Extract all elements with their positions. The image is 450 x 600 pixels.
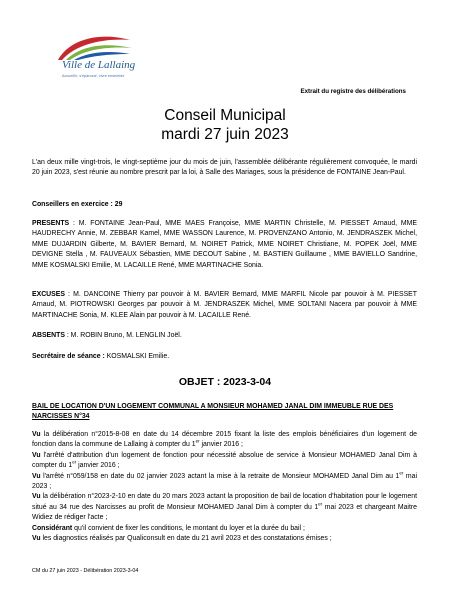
presents-paragraph — [32, 219, 417, 271]
conseillers-count: Conseillers en exercice : 29 — [32, 201, 123, 208]
bail-title: BAIL DE LOCATION D'UN LOGEMENT COMMUNAL A MONSIEUR MOHAMED JANAL DIM IMMEUBLE RUE DES NARCISSES N°34 — [32, 403, 394, 421]
secretaire-name: KOSMALSKI Emilie. — [104, 353, 170, 360]
logo-name: Ville de Lallaing — [62, 59, 136, 71]
secretaire-paragraph — [32, 352, 417, 362]
presents-list: : M. FONTAINE Jean-Paul, MME MAES Françoise, MME MARTIN Christelle, M. PIESSET Arnaud, MME HAUDRECHY Annie, M. ZEBBAR Kamel, MME WASSON Laurence, M. PROVENZANO Antonio, M. JENDRASZEK Michel, MME DUJARDIN Gilberte, M. BAVIER Bernard, M. NOIRET Patrick, MME NOIRET Christiane, M. POPEK Joël, MME DEVIGNE Stella , M. FAUVEAUX Sébastien, MME DECOUT Sabine , M. BASTIEN Guillaume , MME BAVIELLO Sandrine, MME KOSMALSKI Emilie, M. LACAILLE René, MME MARTINACHE Sonia. — [32, 220, 417, 269]
absents-label: ABSENTS — [32, 332, 65, 339]
absents-paragraph — [32, 331, 417, 341]
considerant-item: Vu l'arrêté n°059/158 en date du 02 janvier 2023 actant la mise à la retraite de Monsieur MOHAMED Janal Dim au 1er mai 2023 ; — [32, 470, 417, 491]
considerant-item: Vu l'arrêté d'attribution d'un logement de fonction pour nécessité absolue de service à Monsieur MOHAMED Janal Dim à compter du 1er janvier 2016 ; — [32, 451, 417, 470]
logo-tagline: Accueillir, s'épanouir, vivre ensemble — [62, 74, 125, 78]
page-footer: CM du 27 juin 2023 - Délibération 2023-3-04 — [32, 568, 139, 574]
intro-paragraph: L'an deux mille vingt-trois, le vingt-septième jour du mois de juin, l'assemblée délibérante régulièrement convoquée, le mardi 20 juin 2023, s'est réunie au nombre prescrit par la loi, à Salle des Mariages, sous la présidence de FONTAINE Jean-Paul. — [32, 159, 417, 177]
considerant-item: Vu les diagnostics réalisés par Qualiconsult en date du 21 avril 2023 et des constatations émises ; — [32, 535, 332, 543]
considerants-list — [32, 430, 417, 544]
excuses-paragraph — [32, 290, 417, 321]
extract-label: Extrait du registre des délibérations — [300, 88, 406, 95]
page-title: Conseil Municipal — [164, 107, 286, 124]
presents-label: PRESENTS — [32, 220, 70, 227]
excuses-list: : M. DANCOINE Thierry par pouvoir à M. BAVIER Bernard, MME MARFIL Nicole par pouvoir à M. PIESSET Arnaud, M. PIOTROWSKI Georges par pouvoir à M. JENDRASZEK Michel, MME SOLTANI Nacera par pouvoir à MME MARTINACHE Sonia, M. KLEE Alain par pouvoir à M. LACAILLE René. — [32, 291, 417, 319]
objet-heading: OBJET : 2023-3-04 — [178, 376, 272, 388]
considerant-item: Vu la délibération n°2023-2-10 en date du 20 mars 2023 actant la proposition de bail de location d'habitation pour le logement situé au 34 rue des Narcisses au profit de Monsieur MOHAMED Janal Dim à compter du 1er mai 2023 et chargeant Maitre Widiez de rédiger l'acte ; — [32, 493, 417, 522]
town-logo — [52, 30, 134, 92]
absents-list: : M. ROBIN Bruno, M. LENGLIN Joël. — [64, 332, 182, 339]
excuses-label: EXCUSES — [32, 291, 65, 298]
considerant-item: Vu la délibération n°2015-8-08 en date du 14 décembre 2015 fixant la liste des emplois bénéficiaires d'un logement de fonction dans la commune de Lallaing à compter du 1er janvier 2016 ; — [32, 431, 417, 449]
considerant-item: Considérant qu'il convient de fixer les conditions, le montant du loyer et la durée du bail ; — [32, 524, 305, 532]
meeting-date: mardi 27 juin 2023 — [161, 126, 289, 143]
secretaire-label: Secrétaire de séance : — [32, 353, 105, 360]
